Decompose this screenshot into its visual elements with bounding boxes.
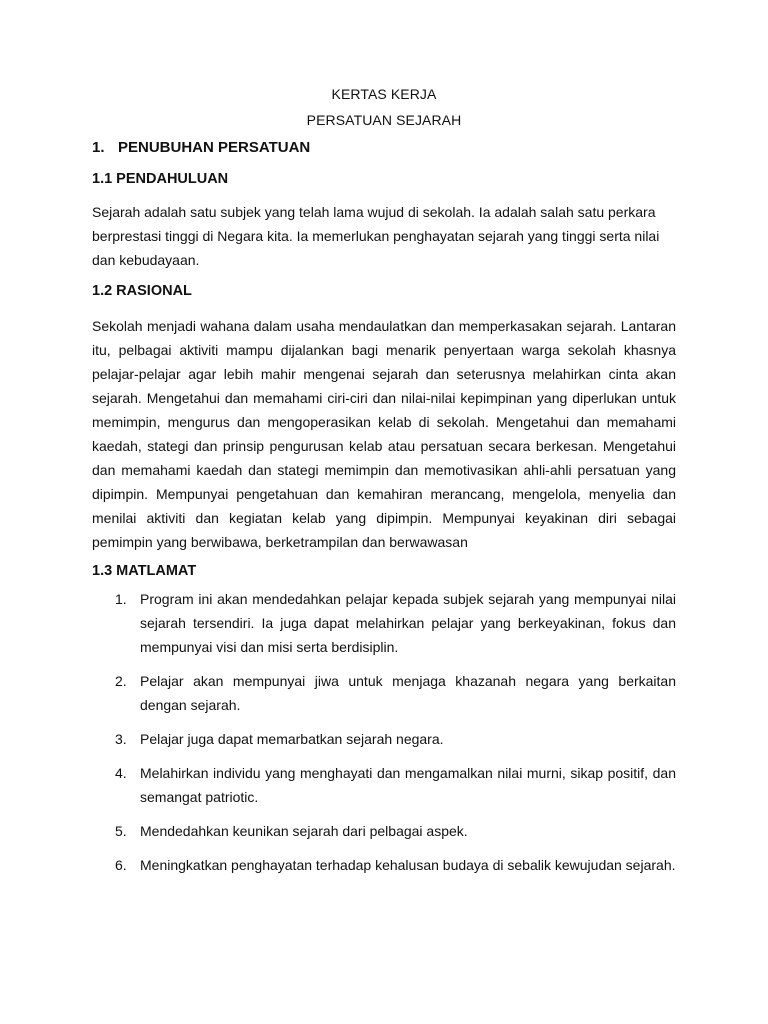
list-item xyxy=(92,587,676,659)
paragraph-pendahuluan: Sejarah adalah satu subjek yang telah lama wujud di sekolah. Ia adalah salah satu perkara berprestasi tinggi di Negara kita. Ia memerlukan penghayatan sejarah yang tinggi serta nilai dan kebudayaan. xyxy=(92,204,660,268)
list-item-number: 3. xyxy=(115,731,127,747)
section-heading-penubuhan xyxy=(92,139,310,156)
paragraph-rasional: Sekolah menjadi wahana dalam usaha mendaulatkan dan memperkasakan sejarah. Lantaran itu, pelbagai aktiviti mampu dijalankan bagi menarik penyertaan warga sekolah khasnya pelajar-pelajar agar lebih mahir mengenai sejarah dan seterusnya melahirkan cinta akan sejarah. Mengetahui dan memahami ciri-ciri dan nilai-nilai kepimpinan yang diperlukan untuk memimpin, mengurus dan mengoperasikan kelab di sekolah. Mengetahui dan memahami kaedah, stategi dan prinsip pengurusan kelab atau persatuan secara berkesan. Mengetahui dan memahami kaedah dan stategi memimpin dan memotivasikan ahli-ahli persatuan yang dipimpin. Mempunyai pengetahuan dan kemahiran merancang, mengelola, menyelia dan menilai aktiviti dan kegiatan kelab yang dipimpin. Mempunyai keyakinan diri sebagai pemimpin yang berwibawa, berketrampilan dan berwawasan xyxy=(92,318,676,550)
heading-rasional: 1.2 RASIONAL xyxy=(92,283,192,299)
document-title: KERTAS KERJA xyxy=(331,86,437,102)
heading-pendahuluan: 1.1 PENDAHULUAN xyxy=(92,171,229,187)
list-item xyxy=(92,761,676,809)
list-item-text: Melahirkan individu yang menghayati dan mengamalkan nilai murni, sikap positif, dan semangat patriotic. xyxy=(140,765,676,805)
list-item-number: 1. xyxy=(115,591,127,607)
list-item-text: Program ini akan mendedahkan pelajar kepada subjek sejarah yang mempunyai nilai sejarah tersendiri. Ia juga dapat melahirkan pelajar yang berkeyakinan, fokus dan mempunyai visi dan misi serta berdisiplin. xyxy=(140,591,676,655)
list-item-text: Mendedahkan keunikan sejarah dari pelbagai aspek. xyxy=(140,823,468,839)
list-item-number: 5. xyxy=(115,823,127,839)
section-number: 1. xyxy=(92,139,105,156)
list-item-text: Meningkatkan penghayatan terhadap kehalusan budaya di sebalik kewujudan sejarah. xyxy=(140,857,676,873)
list-item-number: 4. xyxy=(115,765,127,781)
matlamat-list xyxy=(92,587,676,887)
list-item xyxy=(92,819,676,843)
list-item-text: Pelajar akan mempunyai jiwa untuk menjaga khazanah negara yang berkaitan dengan sejarah. xyxy=(140,673,676,713)
heading-matlamat: 1.3 MATLAMAT xyxy=(92,563,197,579)
list-item-number: 2. xyxy=(115,673,127,689)
list-item xyxy=(92,727,676,751)
section-title: PENUBUHAN PERSATUAN xyxy=(118,139,311,156)
document-subtitle: PERSATUAN SEJARAH xyxy=(306,112,462,128)
list-item xyxy=(92,669,676,717)
list-item-text: Pelajar juga dapat memarbatkan sejarah negara. xyxy=(140,731,444,747)
list-item xyxy=(92,853,676,877)
list-item-number: 6. xyxy=(115,857,127,873)
